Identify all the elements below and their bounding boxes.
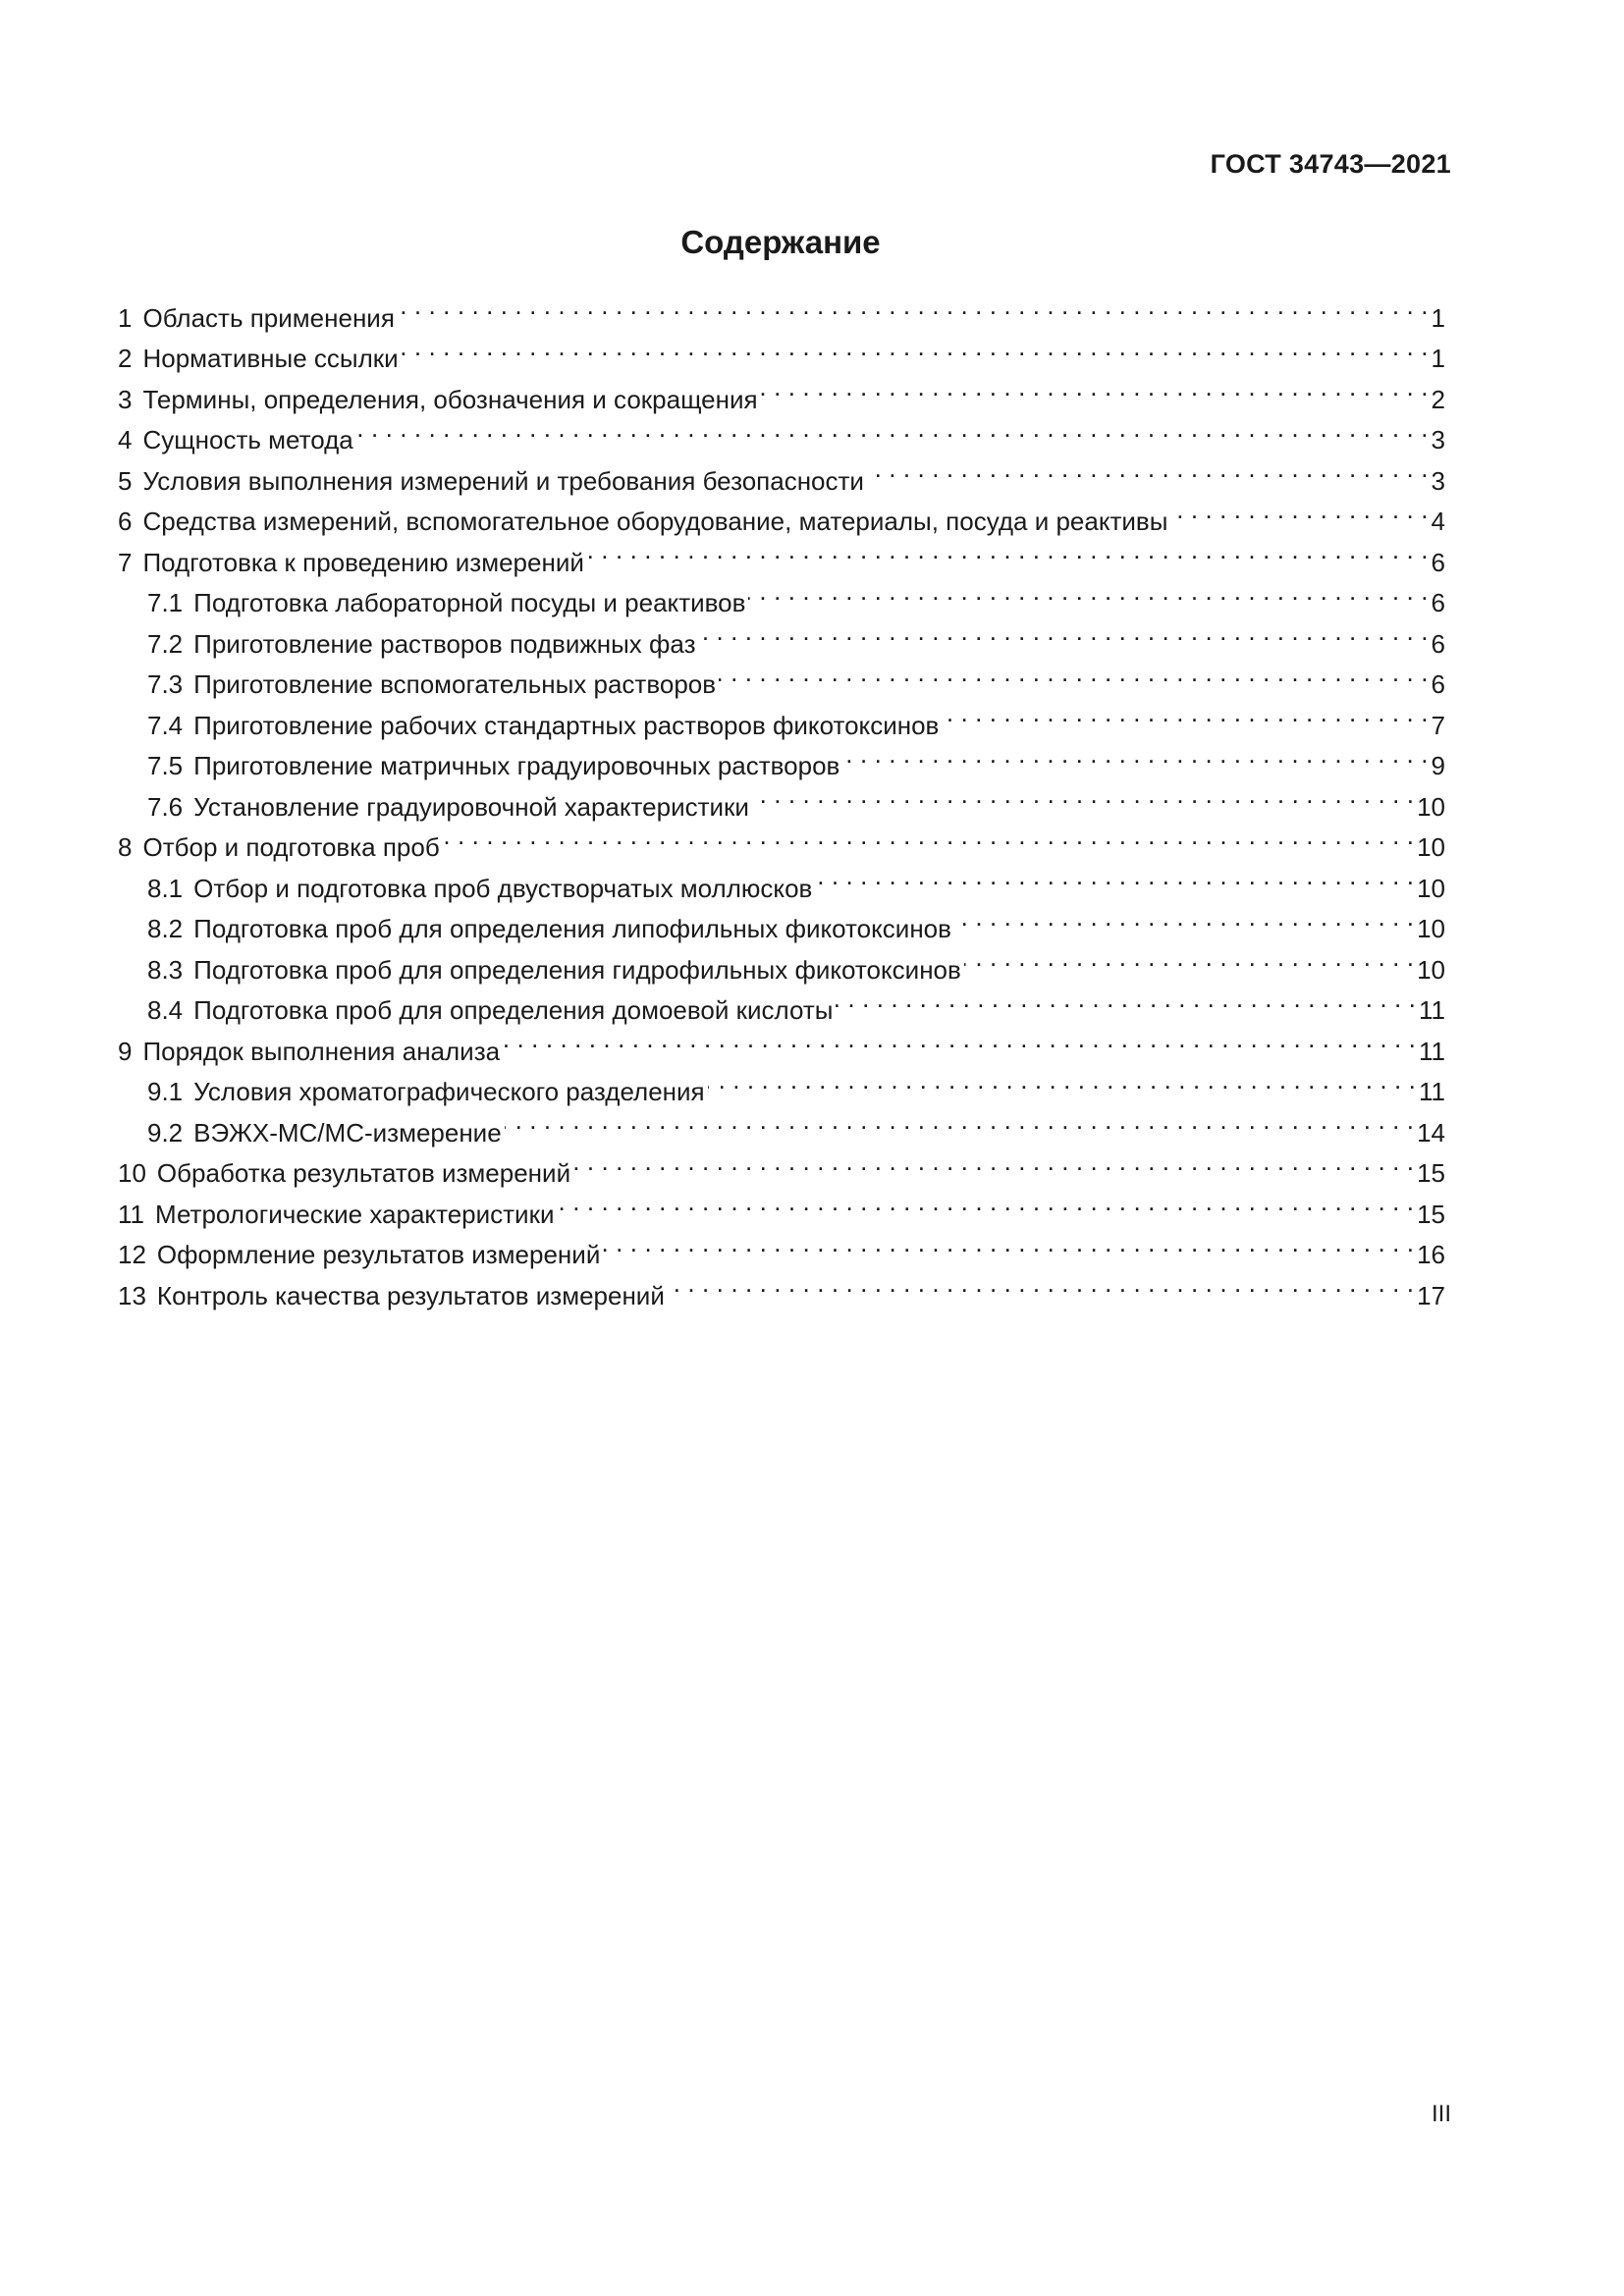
toc-entry-page: 3 — [1431, 465, 1445, 496]
toc-entry-title: Подготовка к проведению измерений — [142, 547, 584, 577]
toc-entry-number: 8.3 — [147, 954, 184, 985]
toc-entry-page: 1 — [1431, 302, 1445, 333]
toc-dot-leader — [1170, 490, 1428, 531]
toc-entry-title: Установление градуировочной характеристики — [193, 791, 749, 822]
toc-entry-page: 3 — [1431, 425, 1445, 454]
toc-entry-page: 2 — [1431, 384, 1445, 414]
toc-dot-leader — [815, 856, 1414, 897]
toc-entry-number: 10 — [118, 1158, 146, 1188]
toc-entry-number: 4 — [118, 425, 133, 454]
toc-entry-page: 6 — [1431, 628, 1445, 659]
toc-entry[interactable] — [118, 286, 1445, 333]
toc-entry-title: Приготовление матричных градуировочных растворов — [193, 751, 840, 780]
toc-entry-page: 10 — [1417, 873, 1445, 903]
toc-entry-page: 15 — [1417, 1199, 1445, 1229]
toc-entry-title: Обработка результатов измерений — [156, 1158, 571, 1188]
toc-dot-leader — [842, 734, 1428, 775]
toc-entry-page: 14 — [1417, 1117, 1445, 1148]
toc-entry-number: 9.1 — [147, 1077, 184, 1106]
toc-entry-number: 2 — [118, 344, 133, 373]
toc-entry-title: Оформление результатов измерений — [156, 1240, 601, 1269]
toc-dot-leader — [761, 367, 1429, 408]
page-number: III — [1431, 2101, 1451, 2127]
toc-entry-number: 7.6 — [147, 791, 184, 822]
toc-entry-title: Термины, определения, обозначения и сокращения — [142, 384, 758, 414]
toc-entry-page: 11 — [1419, 995, 1445, 1025]
toc-entry-page: 17 — [1417, 1280, 1445, 1310]
toc-entry-number: 7.3 — [147, 669, 184, 699]
toc-entry-page: 6 — [1431, 547, 1445, 577]
table-of-contents — [118, 286, 1445, 1310]
toc-dot-leader — [503, 1019, 1416, 1060]
toc-entry-page: 10 — [1417, 954, 1445, 985]
toc-entry-title: Приготовление рабочих стандартных растворов фикотоксинов — [193, 710, 940, 740]
toc-dot-leader — [603, 1223, 1414, 1264]
toc-entry-number: 7 — [118, 547, 133, 577]
toc-dot-leader — [573, 1142, 1414, 1183]
toc-entry-title: Область применения — [142, 302, 395, 333]
toc-entry-page: 6 — [1431, 669, 1445, 699]
toc-entry-page: 10 — [1417, 791, 1445, 822]
toc-entry-page: 15 — [1417, 1158, 1445, 1188]
toc-entry-page: 9 — [1431, 751, 1445, 780]
toc-entry-title: Средства измерений, вспомогательное оборудование, материалы, посуда и реактивы — [142, 507, 1168, 536]
toc-dot-leader — [398, 286, 1429, 327]
toc-entry-title: Отбор и подготовка проб — [142, 832, 440, 862]
toc-entry-title: Условия хроматографического разделения — [193, 1077, 705, 1106]
toc-title: Содержание — [680, 224, 881, 260]
toc-entry-number: 13 — [118, 1280, 146, 1310]
document-code: ГОСТ 34743—2021 — [1210, 149, 1451, 179]
toc-dot-leader — [699, 612, 1429, 653]
toc-entry-title: Сущность метода — [142, 425, 353, 454]
toc-dot-leader — [748, 571, 1428, 613]
toc-entry-title: Приготовление растворов подвижных фаз — [193, 628, 696, 659]
toc-entry-title: Подготовка проб для определения гидрофильных фикотоксинов — [193, 954, 961, 985]
toc-entry-number: 8.1 — [147, 873, 184, 903]
toc-entry-page: 4 — [1431, 507, 1445, 536]
toc-dot-leader — [402, 327, 1429, 368]
toc-entry-page: 11 — [1419, 1077, 1445, 1106]
toc-entry-number: 8.4 — [147, 995, 184, 1025]
toc-entry-number: 8 — [118, 832, 133, 862]
toc-entry-page: 7 — [1431, 710, 1445, 740]
toc-entry-page: 1 — [1431, 344, 1445, 373]
toc-entry-title: Подготовка проб для определения домоевой кислоты — [193, 995, 834, 1025]
toc-dot-leader — [443, 816, 1414, 857]
toc-dot-leader — [954, 897, 1414, 938]
toc-dot-leader — [356, 408, 1429, 450]
toc-entry-title: Условия выполнения измерений и требования безопасности — [142, 465, 864, 496]
toc-entry-page: 6 — [1431, 588, 1445, 617]
toc-dot-leader — [668, 1263, 1414, 1305]
toc-entry-number: 3 — [118, 384, 133, 414]
toc-entry-title: Нормативные ссылки — [142, 344, 399, 373]
toc-entry-page: 10 — [1417, 914, 1445, 943]
toc-entry-number: 12 — [118, 1240, 146, 1269]
toc-entry-title: Контроль качества результатов измерений — [156, 1280, 665, 1310]
toc-dot-leader — [719, 653, 1428, 694]
toc-entry-title: Порядок выполнения анализа — [142, 1036, 501, 1066]
toc-entry-page: 11 — [1419, 1036, 1445, 1066]
toc-entry-number: 7.2 — [147, 628, 184, 659]
toc-dot-leader — [752, 774, 1414, 816]
toc-entry-title: Отбор и подготовка проб двустворчатых моллюсков — [193, 873, 813, 903]
toc-dot-leader — [942, 693, 1428, 734]
toc-entry-page: 16 — [1417, 1240, 1445, 1269]
toc-entry-number: 7.1 — [147, 588, 184, 617]
toc-entry-number: 9 — [118, 1036, 133, 1066]
toc-dot-leader — [557, 1182, 1414, 1223]
toc-entry-number: 7.5 — [147, 751, 184, 780]
toc-entry-page: 10 — [1417, 832, 1445, 862]
toc-dot-leader — [964, 937, 1414, 979]
toc-entry-title: Метрологические характеристики — [155, 1199, 555, 1229]
toc-dot-leader — [587, 530, 1429, 571]
toc-entry-number: 8.2 — [147, 914, 184, 943]
toc-entry-number: 11 — [118, 1199, 144, 1229]
toc-entry-number: 5 — [118, 465, 133, 496]
toc-entry-number: 6 — [118, 507, 133, 536]
toc-dot-leader — [708, 1060, 1416, 1101]
toc-entry-number: 7.4 — [147, 710, 184, 740]
toc-dot-leader — [867, 449, 1429, 490]
toc-dot-leader — [505, 1100, 1414, 1142]
toc-dot-leader — [836, 979, 1416, 1020]
toc-entry-title: Подготовка лабораторной посуды и реактивов — [193, 588, 746, 617]
toc-entry-number: 9.2 — [147, 1117, 184, 1148]
toc-entry-title: Приготовление вспомогательных растворов — [193, 669, 717, 699]
toc-entry-title: Подготовка проб для определения липофильных фикотоксинов — [193, 914, 951, 943]
toc-entry-title: ВЭЖХ-МС/МС-измерение — [193, 1117, 502, 1148]
toc-entry-number: 1 — [118, 302, 133, 333]
